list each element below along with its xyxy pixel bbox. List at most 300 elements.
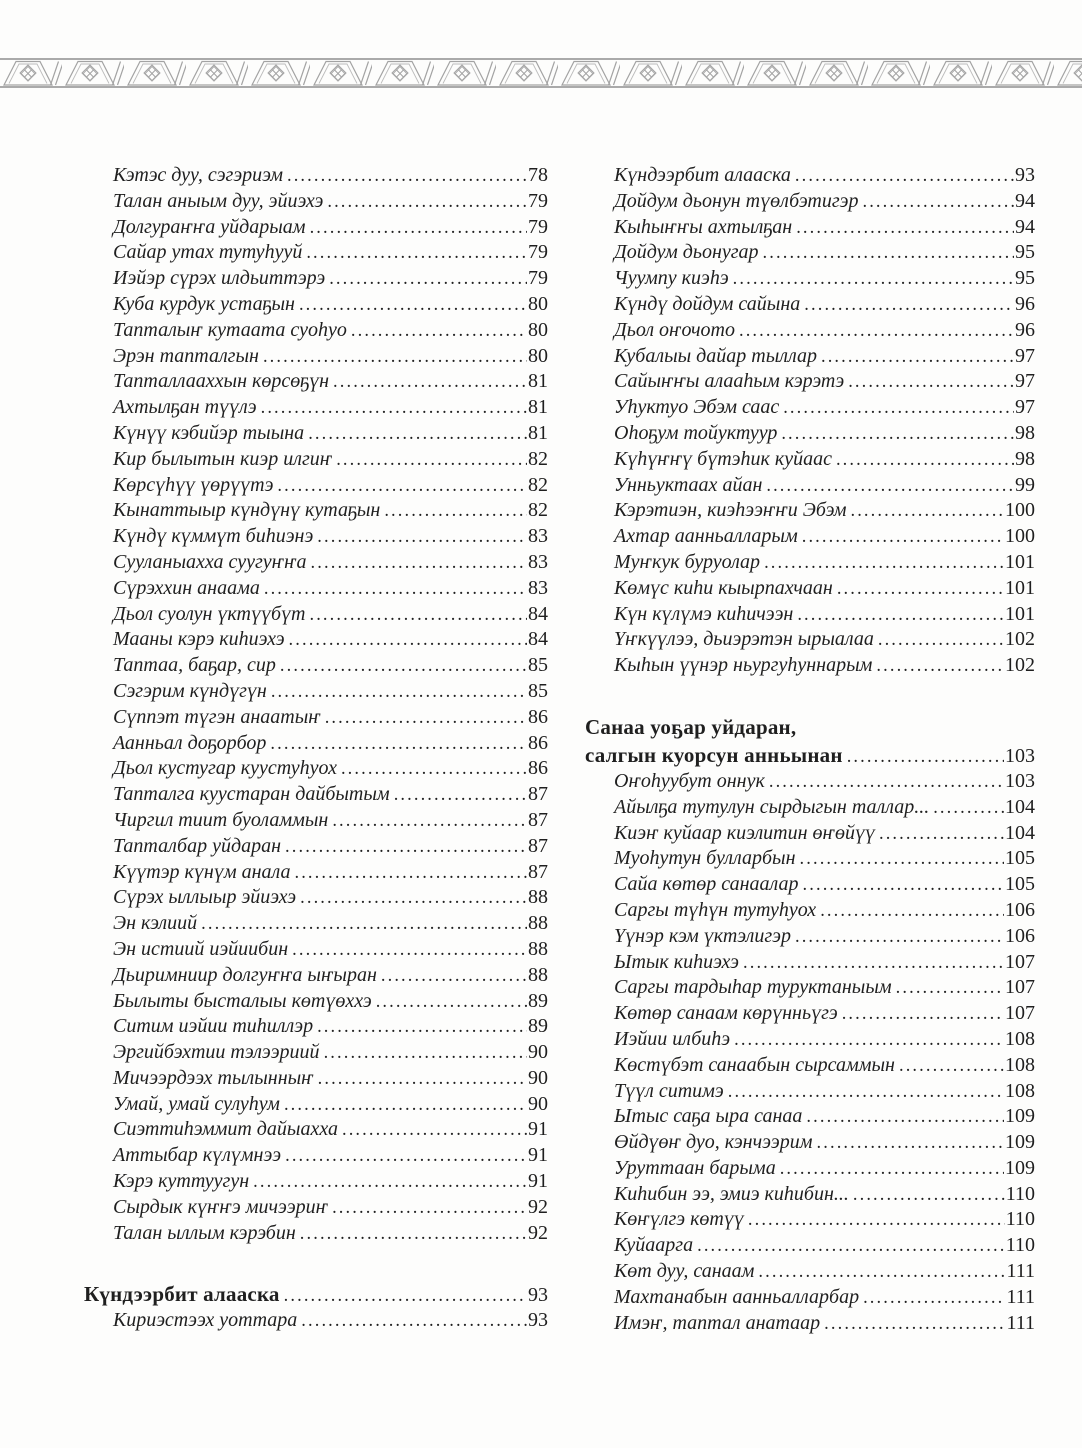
toc-entry-page: 82	[528, 473, 548, 496]
dot-leader	[797, 603, 1004, 629]
toc-entry-title: Үүнэр кэм үктэлигэр	[614, 924, 791, 947]
toc-entry-title: Мичээрдээх тылынныҥ	[113, 1066, 314, 1089]
toc-entry-page: 84	[528, 628, 548, 651]
toc-entry-title: Имэҥ, таптал анатаар	[614, 1311, 821, 1334]
toc-entry-title: Эн истиий иэйиибин	[113, 937, 289, 960]
toc-entry-title: Эргийбэхтии тэлээриий	[113, 1041, 320, 1064]
toc-entry-title: Күүтэр күнүм анала	[113, 860, 291, 883]
dot-leader	[336, 448, 527, 474]
toc-entry-page: 101	[1005, 576, 1035, 599]
toc-entry-page: 79	[528, 189, 548, 212]
toc-section-header	[585, 741, 1035, 769]
toc-entry-page: 82	[528, 447, 548, 470]
toc-entry-title: Долгураҥҥа уйдарыам	[113, 215, 306, 238]
toc-entry-title: Сайар утах тутуһууй	[113, 241, 303, 264]
dot-leader	[899, 1054, 1004, 1080]
dot-leader	[837, 577, 1004, 603]
toc-entry-page: 97	[1015, 396, 1035, 419]
toc-entry-page: 90	[528, 1092, 548, 1115]
dot-leader	[263, 345, 527, 371]
toc-entry	[585, 1104, 1035, 1130]
toc-entry-page: 88	[528, 912, 548, 935]
toc-entry	[585, 821, 1035, 847]
toc-entry-title: Аттыбар күлүмнээ	[113, 1144, 282, 1167]
dot-leader	[201, 912, 527, 938]
toc-entry-title: Дьол кустугар куустуһуох	[113, 757, 337, 780]
toc-entry	[585, 1182, 1035, 1208]
toc-entry-title: Эн кэлиий	[113, 912, 198, 935]
toc-entry-title: Тапталбар уйдаран	[113, 834, 282, 857]
dot-leader	[261, 396, 527, 422]
toc-entry-page: 88	[528, 886, 548, 909]
dot-leader	[308, 422, 527, 448]
toc-entry	[585, 1053, 1035, 1079]
toc-entry	[585, 898, 1035, 924]
dot-leader	[384, 499, 527, 525]
dot-leader	[299, 293, 527, 319]
dot-leader	[879, 822, 1004, 848]
toc-entry-page: 110	[1005, 1208, 1035, 1231]
dot-leader	[285, 1144, 527, 1170]
dot-leader	[876, 654, 1004, 680]
toc-entry-page: 96	[1015, 292, 1035, 315]
toc-entry-page: 104	[1005, 795, 1035, 818]
toc-entry-title: Талан ыллым кэрэбин	[113, 1221, 296, 1244]
toc-entry-page: 99	[1015, 473, 1035, 496]
diamond-ornament-border-icon	[0, 58, 1082, 88]
toc-entry-title: Дойдум дьонугар	[614, 241, 759, 264]
toc-entry-title: Сайыҥҥы алааһым кэрэтэ	[614, 370, 845, 393]
dot-leader	[800, 847, 1004, 873]
toc-entry-page: 108	[1005, 1027, 1035, 1050]
toc-entry	[585, 795, 1035, 821]
dot-leader	[769, 770, 1004, 796]
toc-entry-page: 91	[528, 1118, 548, 1141]
dot-leader	[264, 577, 527, 603]
toc-entry-page: 95	[1015, 241, 1035, 264]
dot-leader	[284, 1093, 527, 1119]
toc-entry-title: Күһүҥҥү бүтэһик куйаас	[614, 447, 832, 470]
toc-entry-title: Кыһын үүнэр ньургуһуннарым	[614, 654, 873, 677]
dot-leader	[878, 628, 1004, 654]
toc-entry-page: 79	[528, 267, 548, 290]
toc-entry	[585, 950, 1035, 976]
toc-entry	[84, 447, 548, 473]
toc-entry	[84, 344, 548, 370]
dot-leader	[277, 474, 527, 500]
toc-entry	[84, 834, 548, 860]
toc-entry-page: 102	[1005, 654, 1035, 677]
toc-entry-page: 104	[1005, 821, 1035, 844]
toc-entry-title: Ситим иэйии тиһиллэр	[113, 1015, 314, 1038]
toc-entry-page: 93	[1015, 164, 1035, 186]
toc-entry-title: Күнүү кэбийэр тыына	[113, 421, 305, 444]
toc-entry-page: 98	[1015, 447, 1035, 470]
toc-entry-page: 85	[528, 654, 548, 677]
toc-entry	[84, 473, 548, 499]
toc-section-header	[84, 1280, 548, 1308]
toc-entry-title: Унньуктаах айан	[614, 473, 763, 496]
toc-entry	[585, 975, 1035, 1001]
toc-entry-page: 89	[528, 1015, 548, 1038]
toc-entry	[84, 1092, 548, 1118]
dot-leader	[863, 1286, 1005, 1312]
toc-entry-title: Дойдум дьонун түөлбэтигэр	[614, 189, 859, 212]
toc-entry-title: Сүрэххин анаама	[113, 576, 260, 599]
toc-entry	[84, 885, 548, 911]
toc-entry	[585, 344, 1035, 370]
toc-entry-title: Чиргил тиит буоламмын	[113, 808, 329, 831]
toc-entry	[84, 989, 548, 1015]
toc-entry-title: Дьол суолун үктүүбүт	[113, 602, 306, 625]
dot-leader	[280, 654, 527, 680]
dot-leader	[300, 1222, 527, 1248]
toc-entry	[585, 266, 1035, 292]
toc-entry-title: Ытык киһиэхэ	[614, 950, 739, 973]
dot-leader	[341, 757, 527, 783]
toc-entry-page: 86	[528, 705, 548, 728]
dot-leader	[804, 293, 1014, 319]
toc-entry	[585, 240, 1035, 266]
toc-entry-title: Тапталыҥ кутаата суоһуо	[113, 318, 347, 341]
toc-entry-page: 93	[528, 1284, 548, 1307]
toc-entry-page: 94	[1015, 189, 1035, 212]
dot-leader	[802, 525, 1004, 551]
dot-leader	[783, 396, 1014, 422]
toc-entry	[585, 550, 1035, 576]
toc-gap	[84, 1246, 548, 1280]
dot-leader	[311, 551, 527, 577]
toc-entry	[585, 1001, 1035, 1027]
toc-entry-page: 97	[1015, 370, 1035, 393]
dot-leader	[253, 1170, 527, 1196]
dot-leader	[933, 796, 1004, 822]
toc-entry	[585, 1130, 1035, 1156]
toc-entry-page: 101	[1005, 550, 1035, 573]
toc-entry	[84, 395, 548, 421]
toc-entry	[84, 705, 548, 731]
toc-entry-page: 89	[528, 989, 548, 1012]
toc-entry-page: 79	[528, 241, 548, 264]
toc-entry	[84, 653, 548, 679]
dot-leader	[848, 370, 1014, 396]
toc-entry-page: 78	[528, 164, 548, 186]
toc-entry-page: 103	[1005, 744, 1035, 767]
toc-entry-title: Талан аныым дуу, эйиэхэ	[113, 189, 324, 212]
toc-entry-title: Түүл ситимэ	[614, 1079, 724, 1102]
dot-leader	[733, 267, 1014, 293]
toc-entry-title: Махтанабын аанньалларбар	[614, 1285, 860, 1308]
toc-entry-page: 87	[528, 860, 548, 883]
toc-entry-page: 85	[528, 679, 548, 702]
toc-entry	[84, 576, 548, 602]
toc-entry-page: 83	[528, 525, 548, 548]
toc-entry	[585, 1156, 1035, 1182]
toc-entry-page: 93	[528, 1309, 548, 1332]
toc-entry-page: 106	[1005, 898, 1035, 921]
dot-leader	[781, 422, 1014, 448]
toc-entry-title: Көстүбэт санаабын сырсаммын	[614, 1053, 895, 1076]
toc-entry	[585, 576, 1035, 602]
toc-entry	[84, 963, 548, 989]
toc-entry-title: Саргы тардыһар туруктаныым	[614, 976, 892, 999]
dot-leader	[325, 706, 527, 732]
toc-entry-page: 87	[528, 783, 548, 806]
toc-entry-page: 106	[1005, 924, 1035, 947]
dot-leader	[394, 783, 527, 809]
dot-leader	[763, 241, 1014, 267]
toc-entry-title: Куйаарга	[614, 1234, 694, 1257]
toc-entry-title: Кэтэс дуу, сэгэриэм	[113, 164, 283, 186]
toc-entry	[84, 627, 548, 653]
toc-entry-title: Сүрэх ыллыыр эйиэхэ	[113, 886, 297, 909]
toc-entry-title: Санаа уоҕар уйдаран,	[585, 714, 797, 739]
toc-entry-page: 87	[528, 808, 548, 831]
dot-leader	[284, 1282, 527, 1310]
dot-leader	[285, 835, 527, 861]
toc-entry	[84, 937, 548, 963]
toc-entry	[585, 627, 1035, 653]
toc-entry-page: 110	[1005, 1234, 1035, 1257]
toc-entry-page: 90	[528, 1041, 548, 1064]
toc-entry-page: 103	[1005, 769, 1035, 792]
toc-entry-page: 95	[1015, 267, 1035, 290]
dot-leader	[381, 964, 527, 990]
toc-entry	[585, 189, 1035, 215]
toc-entry-title: Оҥоһуубут оннук	[614, 769, 765, 792]
toc-entry-page: 111	[1006, 1311, 1035, 1334]
dot-leader	[795, 164, 1014, 190]
dot-leader	[728, 1080, 1004, 1106]
toc-entry-title: Ахтар аанньалларым	[614, 525, 798, 548]
toc-entry-page: 81	[528, 396, 548, 419]
toc-entry-page: 80	[528, 318, 548, 341]
toc-entry-title: Мааны кэрэ киһиэхэ	[113, 628, 285, 651]
dot-leader	[317, 1015, 527, 1041]
toc-entry-page: 110	[1005, 1182, 1035, 1205]
toc-entry-title: Үҥкүүлээ, дьиэрэтэн ырыалаа	[614, 628, 874, 651]
toc-entry-page: 101	[1005, 602, 1035, 625]
toc-entry-page: 111	[1006, 1260, 1035, 1283]
toc-entry-title: Саргы түһүн тутуһуох	[614, 898, 817, 921]
toc-entry-page: 108	[1005, 1053, 1035, 1076]
toc-entry	[84, 215, 548, 241]
toc-entry-title: Кубалыы дайар тыллар	[614, 344, 817, 367]
toc-entry	[84, 318, 548, 344]
toc-entry-title: Оһоҕум тойуктуур	[614, 421, 778, 444]
toc-entry	[84, 1143, 548, 1169]
dot-leader	[780, 1157, 1004, 1183]
toc-entry-page: 100	[1005, 525, 1035, 548]
toc-entry-page: 92	[528, 1221, 548, 1244]
toc-entry-page: 84	[528, 602, 548, 625]
dot-leader	[292, 938, 527, 964]
toc-entry	[84, 550, 548, 576]
toc-entry-page: 82	[528, 499, 548, 522]
toc-entry-title: Иэйэр сүрэх илдьиттэрэ	[113, 267, 326, 290]
toc-entry-title: Кириэстээх уоттара	[113, 1309, 298, 1332]
toc-entry-title: Сайа көтөр санаалар	[614, 873, 799, 896]
toc-entry-page: 108	[1005, 1079, 1035, 1102]
dot-leader	[294, 861, 527, 887]
toc-entry-page: 91	[528, 1170, 548, 1193]
toc-entry-title: Кыһыҥҥы ахтылҕан	[614, 215, 793, 238]
toc-entry-title: салгын куорсун анньынан	[585, 742, 843, 767]
toc-entry	[84, 189, 548, 215]
toc-entry-page: 109	[1005, 1131, 1035, 1154]
toc-entry-page: 90	[528, 1066, 548, 1089]
toc-entry-page: 107	[1005, 950, 1035, 973]
toc-entry-title: Киһибин ээ, эмиэ киһибин...	[614, 1182, 849, 1205]
toc-entry-page: 79	[528, 215, 548, 238]
toc-entry-title: Ахтылҕан түүлэ	[113, 396, 257, 419]
toc-entry-page: 107	[1005, 976, 1035, 999]
toc-entry-title: Көт дуу, санаам	[614, 1260, 755, 1283]
toc-entry-title: Куба курдук устаҕын	[113, 292, 295, 315]
toc-entry-page: 87	[528, 834, 548, 857]
toc-entry	[84, 808, 548, 834]
toc-entry-page: 94	[1015, 215, 1035, 238]
toc-entry-title: Сырдык күҥҥэ мичээриҥ	[113, 1195, 329, 1218]
toc-section-header	[585, 713, 1035, 741]
toc-entry	[84, 1014, 548, 1040]
toc-entry-title: Дьиримниир долгуҥҥа ыҥыран	[113, 963, 377, 986]
dot-leader	[743, 951, 1004, 977]
toc-entry-title: Сууланыахха суугуҥҥа	[113, 550, 307, 573]
dot-leader	[329, 267, 527, 293]
toc-entry-page: 111	[1006, 1285, 1035, 1308]
toc-entry-title: Көмүс киһи кыырпахчаан	[614, 576, 833, 599]
toc-entry-title: Тапталга куустаран дайбытым	[113, 783, 390, 806]
dot-leader	[795, 925, 1004, 951]
toc-entry-page: 83	[528, 576, 548, 599]
toc-entry	[84, 782, 548, 808]
toc-column-right	[585, 163, 1035, 1336]
toc-entry	[585, 872, 1035, 898]
toc-entry-title: Күндээрбит алааска	[614, 164, 791, 186]
dot-leader	[351, 319, 527, 345]
toc-entry	[84, 292, 548, 318]
toc-entry	[84, 498, 548, 524]
toc-entry-page: 105	[1005, 873, 1035, 896]
dot-leader	[327, 190, 527, 216]
toc-entry-title: Күндээрбит алааска	[84, 1282, 280, 1307]
toc-entry-page: 83	[528, 550, 548, 573]
toc-entry	[585, 769, 1035, 795]
dot-leader	[310, 216, 527, 242]
toc-entry	[585, 1259, 1035, 1285]
toc-entry	[84, 524, 548, 550]
toc-entry	[585, 924, 1035, 950]
toc-entry	[84, 1117, 548, 1143]
dot-leader	[766, 474, 1014, 500]
dot-leader	[820, 899, 1004, 925]
toc-entry-page: 91	[528, 1144, 548, 1167]
toc-entry-title: Кынаттыыр күндүнү кутаҕын	[113, 499, 381, 522]
dot-leader	[317, 525, 527, 551]
dot-leader	[796, 216, 1014, 242]
dot-leader	[896, 976, 1004, 1002]
toc-entry	[585, 1233, 1035, 1259]
toc-entry-page: 88	[528, 963, 548, 986]
dot-leader	[850, 499, 1004, 525]
toc-entry-title: Муоһутун булларбын	[614, 847, 796, 870]
toc-entry-title: Киэҥ куйаар киэлитин өҥөйүү	[614, 821, 875, 844]
dot-leader	[748, 1208, 1005, 1234]
toc-entry-title: Кир былытын киэр илгиҥ	[113, 447, 333, 470]
toc-entry	[585, 473, 1035, 499]
toc-entry-title: Көрсүһүү үөрүүтэ	[113, 473, 274, 496]
toc-entry-page: 107	[1005, 1002, 1035, 1025]
dot-leader	[842, 1002, 1004, 1028]
toc-entry	[585, 1311, 1035, 1337]
toc-entry	[585, 447, 1035, 473]
toc-entry	[84, 1169, 548, 1195]
toc-entry	[84, 1066, 548, 1092]
toc-entry-page: 105	[1005, 847, 1035, 870]
toc-entry	[84, 1195, 548, 1221]
dot-leader	[309, 603, 527, 629]
dot-leader	[758, 1260, 1005, 1286]
toc-entry	[84, 1221, 548, 1247]
toc-entry	[585, 1079, 1035, 1105]
toc-entry	[585, 369, 1035, 395]
dot-leader	[817, 1131, 1004, 1157]
dot-leader	[376, 990, 527, 1016]
toc-entry-page: 102	[1005, 628, 1035, 651]
toc-gap	[585, 679, 1035, 713]
toc-entry	[84, 602, 548, 628]
dot-leader	[300, 886, 527, 912]
dot-leader	[853, 1183, 1005, 1209]
toc-entry	[585, 524, 1035, 550]
toc-entry-page: 86	[528, 731, 548, 754]
toc-entry	[585, 1285, 1035, 1311]
dot-leader	[332, 809, 527, 835]
toc-entry-title: Былыты бысталыы көтүөххэ	[113, 989, 372, 1012]
toc-entry-page: 86	[528, 757, 548, 780]
toc-entry	[585, 602, 1035, 628]
dot-leader	[697, 1234, 1005, 1260]
toc-entry-page: 80	[528, 344, 548, 367]
dot-leader	[271, 680, 527, 706]
toc-entry	[84, 240, 548, 266]
toc-entry	[84, 421, 548, 447]
dot-leader	[764, 551, 1004, 577]
dot-leader	[803, 873, 1004, 899]
toc-entry-page: 109	[1005, 1156, 1035, 1179]
toc-entry-title: Дьол оҥочото	[614, 318, 735, 341]
toc-entry-title: Муҥкук буруолар	[614, 550, 761, 573]
dot-leader	[739, 319, 1014, 345]
toc-entry	[84, 756, 548, 782]
toc-entry-title: Сэгэрим күндүгүн	[113, 679, 267, 702]
toc-entry-page: 109	[1005, 1105, 1035, 1128]
toc-entry	[84, 163, 548, 189]
toc-entry-title: Уһуктуо Эбэм саас	[614, 396, 780, 419]
toc-entry-title: Айылҕа тутулун сырдыгын таллар...	[614, 795, 930, 818]
toc-entry-title: Иэйии илбиһэ	[614, 1027, 731, 1050]
toc-entry-title: Умай, умай сулуһум	[113, 1092, 280, 1115]
toc-entry-page: 98	[1015, 421, 1035, 444]
toc-entry	[84, 266, 548, 292]
toc-entry	[585, 215, 1035, 241]
dot-leader	[324, 1041, 527, 1067]
toc-entry-title: Таптаа, баҕар, сир	[113, 654, 276, 677]
toc-entry-page: 80	[528, 292, 548, 315]
toc-entry-title: Ытыс саҕа ыра санаа	[614, 1105, 803, 1128]
dot-leader	[862, 190, 1014, 216]
